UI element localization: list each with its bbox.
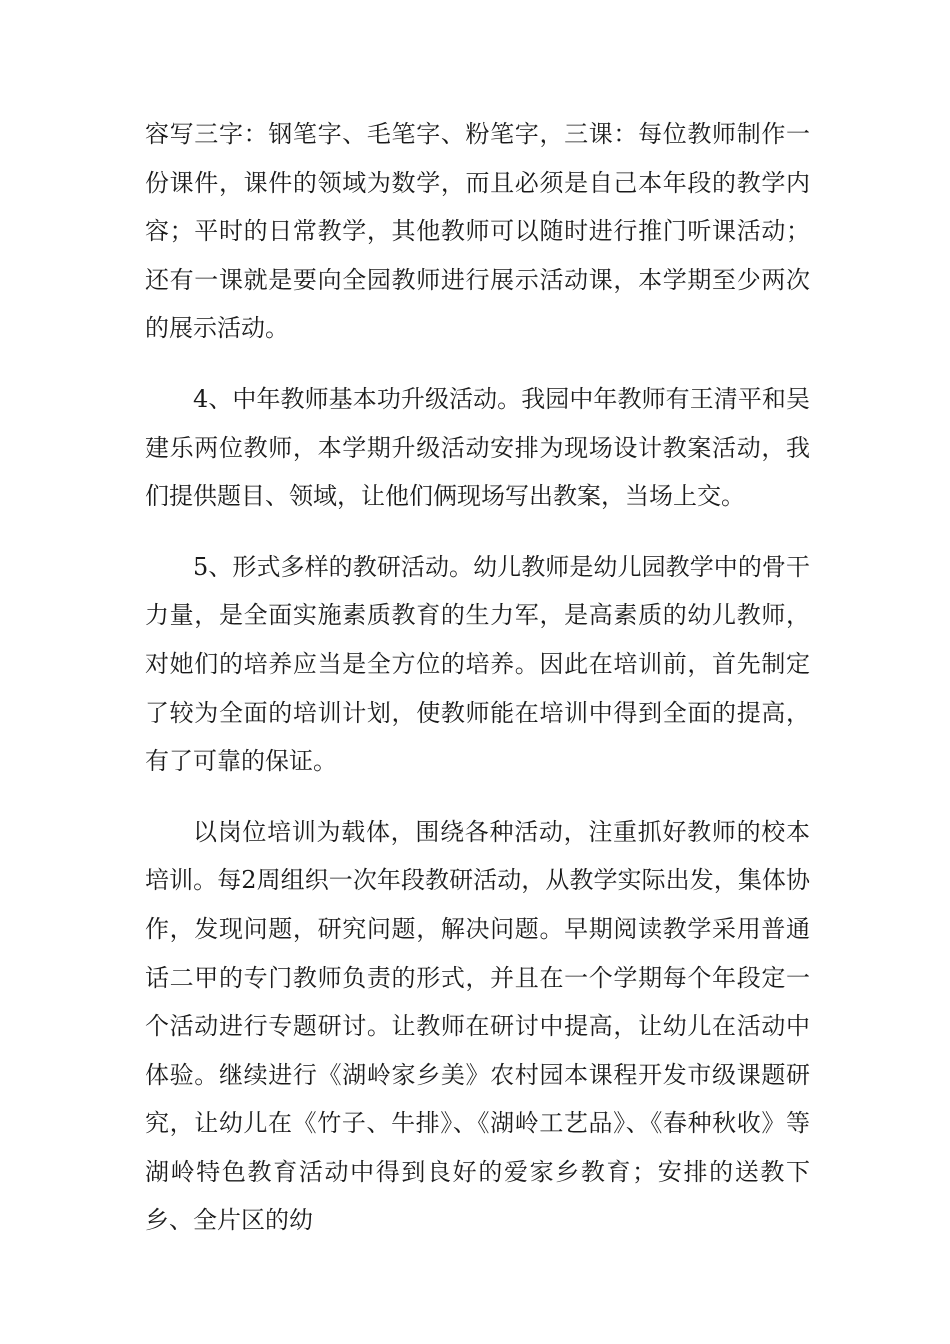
paragraph-school-training: 以岗位培训为载体，围绕各种活动，注重抓好教师的校本培训。每2周组织一次年段教研活动，从教学实际出发，集体协作，发现问题，研究问题，解决问题。早期阅读教学采用普通话二甲的专门教师负责的形式，并且在一个学期每个年段定一个活动进行专题研讨。让教师在研讨中提高，让幼儿在活动中体验。继续进行《湖岭家乡美》农村园本课程开发市级课题研究，让幼儿在《竹子、牛排》、《湖岭工艺品》、《春种秋收》等湖岭特色教育活动中得到良好的爱家乡教育；安排的送教下乡、全片区的幼 [145,817,810,1235]
paragraph-item-4: 4、中年教师基本功升级活动。我园中年教师有王清平和吴建乐两位教师，本学期升级活动安排为现场设计教案活动，我们提供题目、领域，让他们俩现场写出教案，当场上交。 [145,384,810,511]
paragraph-continued: 容写三字：钢笔字、毛笔字、粉笔字，三课：每位教师制作一份课件，课件的领域为数学，而且必须是自己本年段的教学内容；平时的日常教学，其他教师可以随时进行推门听课活动；还有一课就是要向全园教师进行展示活动课，本学期至少两次的展示活动。 [145,120,810,343]
paragraph-item-5: 5、形式多样的教研活动。幼儿教师是幼儿园教学中的骨干力量，是全面实施素质教育的生力军，是高素质的幼儿教师，对她们的培养应当是全方位的培养。因此在培训前，首先制定了较为全面的培训计划，使教师能在培训中得到全面的提高，有了可靠的保证。 [145,552,810,776]
document-body [145,110,810,1245]
